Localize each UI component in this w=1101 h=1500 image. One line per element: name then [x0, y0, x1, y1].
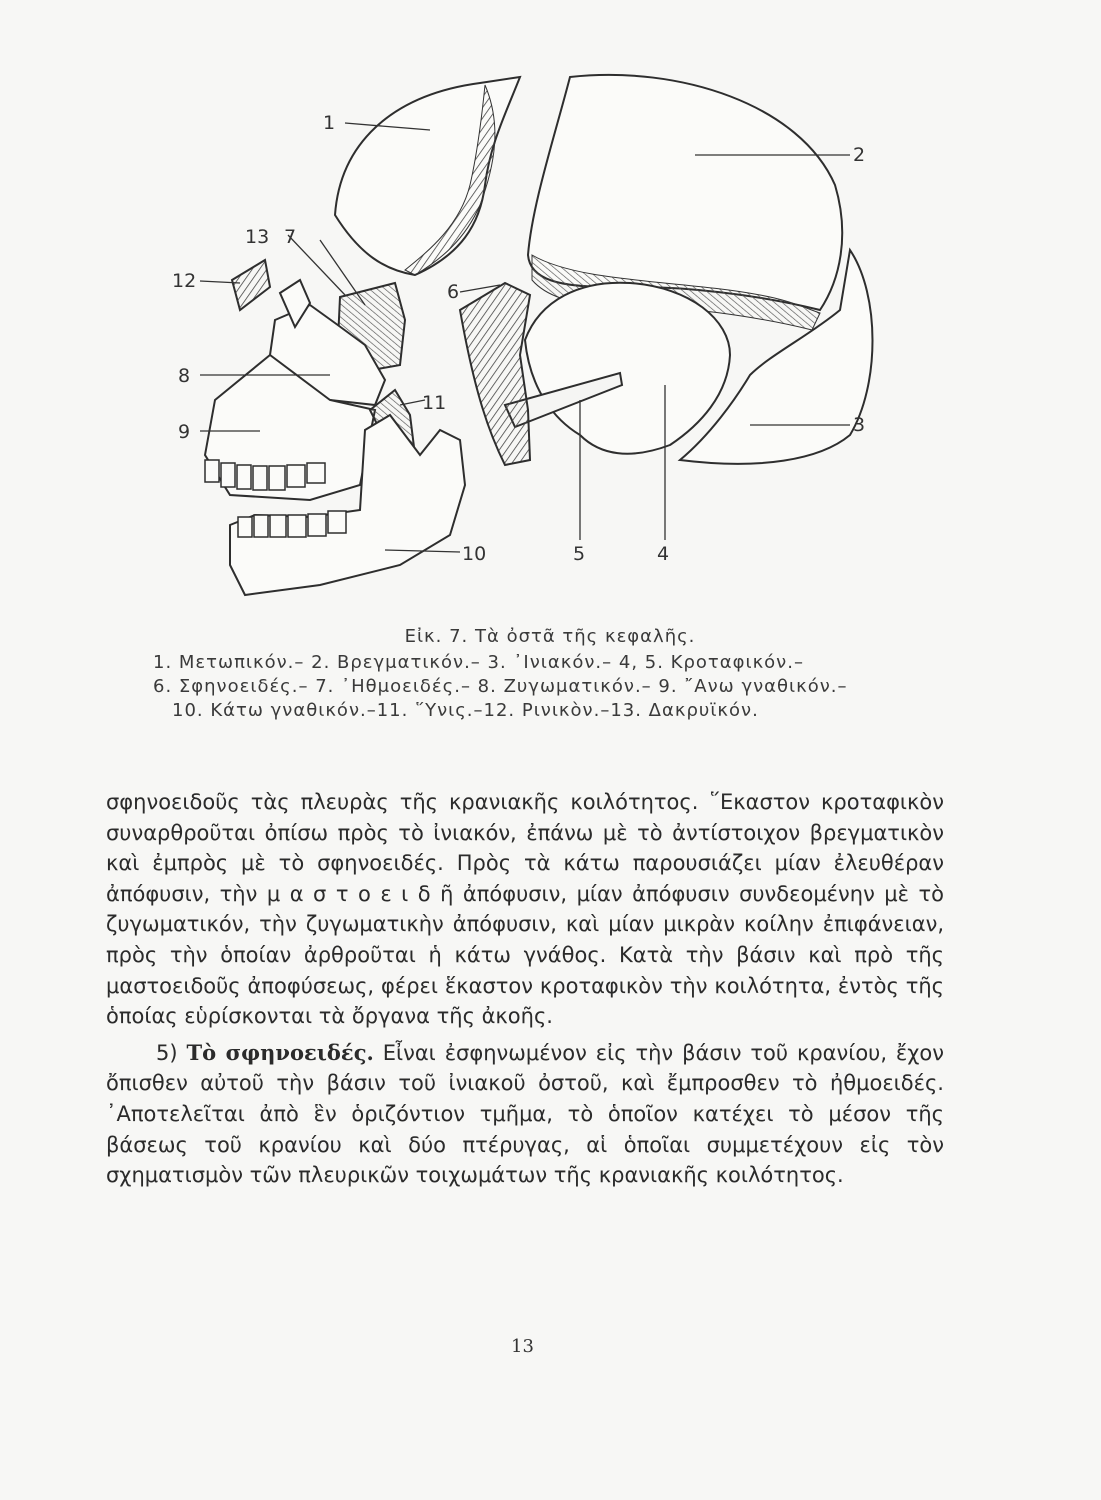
nasal-bone [232, 260, 270, 310]
label-13: 13 [245, 226, 270, 248]
caption-line-3: 10. Κάτω γναθικόν.–11. ῞Υνις.–12. Ρινικὸν.–13. Δακρυϊκόν. [172, 700, 759, 721]
caption-line-1: 1. Μετωπικόν.– 2. Βρεγματικόν.– 3. ᾿Ινιακόν.– 4, 5. Κροταφικόν.– [153, 652, 804, 673]
sphenoid-bone [460, 283, 530, 465]
label-10: 10 [462, 543, 487, 565]
label-2: 2 [853, 144, 866, 166]
caption-title: Εἰκ. 7. Τὰ ὀστᾶ τῆς κεφαλῆς. [404, 626, 696, 647]
caption-line-2: 6. Σφηνοειδές.– 7. ᾿Ηθμοειδές.– 8. Ζυγωματικόν.– 9. ῎Ανω γναθικόν.– [153, 676, 848, 697]
label-4: 4 [657, 543, 670, 565]
paragraph-temporal: σφηνοειδοῦς τὰς πλευρὰς τῆς κρανιακῆς κοιλότητος. ῞Εκαστον κροταφικὸν συναρθροῦται ὀπίσω πρὸς τὸ ἰνιακόν, ἐπάνω μὲ τὸ ἀντίστοιχον βρεγματικὸν καὶ ἐμπρὸς μὲ τὸ σφηνοειδές. Πρὸς τὰ κάτω παρουσιάζει μίαν ἐλευθέραν ἀπόφυσιν, τὴν μ α σ τ ο ε ι δ ῆ ἀπόφυσιν, μίαν ἀπόφυσιν συνδεομένην μὲ τὸ ζυγωματικόν, τὴν ζυγωματικὴν ἀπόφυσιν, καὶ μίαν μικρὰν κοίλην ἐπιφάνειαν, πρὸς τὴν ὁποίαν ἀρθροῦται ἡ κάτω γνάθος. Κατὰ τὴν βάσιν καὶ πρὸ τῆς μαστοειδοῦς ἀποφύσεως, φέρει ἕκαστον κροταφικὸν τὴν κοιλότητα, ἐντὸς τῆς ὁποίας εὑρίσκονται τὰ ὄργανα τῆς ἀκοῆς. [106, 790, 944, 1029]
temporal-bone [525, 283, 730, 454]
figure-caption [120, 625, 980, 723]
label-1: 1 [323, 112, 336, 134]
label-5: 5 [573, 543, 586, 565]
label-3: 3 [853, 414, 866, 436]
section-number: 5) [156, 1040, 178, 1065]
label-9: 9 [178, 421, 191, 443]
skull-bones-illustration [160, 55, 900, 610]
label-11: 11 [422, 392, 447, 414]
label-12: 12 [172, 270, 197, 292]
page-number: 13 [511, 1336, 534, 1357]
paragraph-sphenoid [106, 1038, 944, 1191]
label-7: 7 [284, 226, 297, 248]
label-8: 8 [178, 365, 191, 387]
label-6: 6 [447, 281, 460, 303]
body-text [106, 787, 944, 1191]
section-text: Εἶναι ἐσφηνωμένον εἰς τὴν βάσιν τοῦ κρανίου, ἔχον ὄπισθεν αὐτοῦ τὴν βάσιν τοῦ ἰνιακοῦ ὀστοῦ, καὶ ἔμπροσθεν τὸ ἠθμοειδές. ᾿Αποτελεῖται ἀπὸ ἓν ὁριζόντιον τμῆμα, τὸ ὁποῖον κατέχει τὸ μέσον τῆς βάσεως τοῦ κρανίου καὶ δύο πτέρυγας, αἱ ὁποῖαι συμμετέχουν εἰς τὸν σχηματισμὸν τῶν πλευρικῶν τοιχωμάτων τῆς κρανιακῆς κοιλότητος. [106, 1040, 944, 1188]
section-heading: Τὸ σφηνοειδές. [186, 1039, 374, 1065]
